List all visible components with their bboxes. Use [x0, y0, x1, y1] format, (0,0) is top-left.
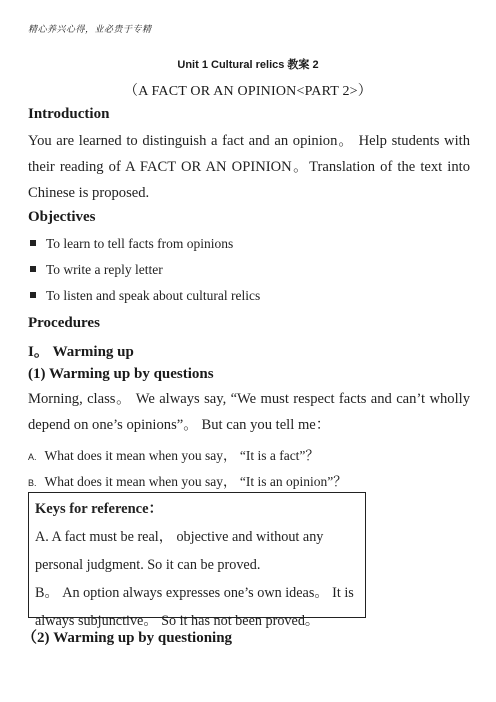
header-motto: 精心养兴心得，业必贵于专精	[28, 25, 152, 35]
section-warming-up: I。 Warming up	[28, 344, 134, 360]
introduction-text: You are learned to distinguish a fact and an opinion。 Help students with their reading of A FACT OR AN OPINION。Translation of the text into Chinese is proposed.	[28, 133, 470, 201]
keys-heading: Keys for reference：	[35, 501, 164, 517]
bullet-square-icon	[30, 240, 36, 246]
document-title: Unit 1 Cultural relics 教案 2	[177, 59, 319, 71]
question-a: A. What does it mean when you say， “It is a fact”？	[28, 448, 319, 463]
key-b: B。 An option always expresses one’s own ideas。 It is always subjunctive。 So it has not been proved。	[35, 585, 354, 629]
list-item: To listen and speak about cultural relics	[30, 288, 260, 304]
keys-box	[28, 492, 366, 629]
list-item: To write a reply letter	[30, 262, 163, 278]
subsection-questions: (1) Warming up by questions	[28, 366, 214, 382]
subsection-questioning: （2) Warming up by questioning	[22, 630, 233, 646]
procedures-heading: Procedures	[28, 315, 100, 331]
objectives-heading: Objectives	[28, 209, 96, 225]
key-a: A. A fact must be real， objective and without any personal judgment. So it can be proved.	[35, 529, 324, 573]
document-subtitle: （A FACT OR AN OPINION<PART 2>）	[124, 84, 372, 99]
bullet-square-icon	[30, 292, 36, 298]
bullet-square-icon	[30, 266, 36, 272]
introduction-heading: Introduction	[28, 106, 110, 122]
procedures-paragraph: Morning, class。 We always say, “We must respect facts and can’t wholly depend on one’s opinions”。 But can you tell me：	[28, 391, 470, 433]
list-item: To learn to tell facts from opinions	[30, 236, 233, 252]
question-b: B. What does it mean when you say， “It is an opinion”？	[28, 474, 347, 489]
